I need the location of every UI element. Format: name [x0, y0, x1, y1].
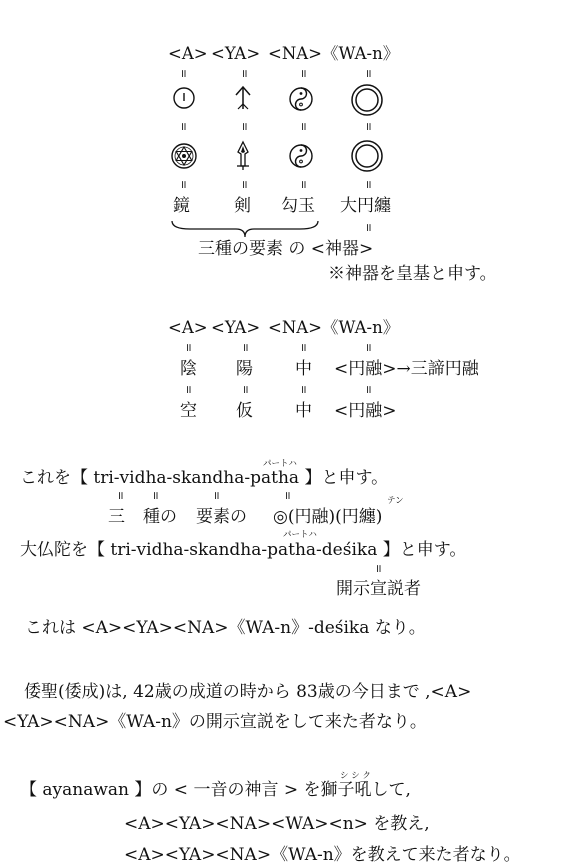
equals-mark: ॥ [300, 67, 307, 80]
ruby-ten: テン [387, 496, 404, 506]
equals-mark: ॥ [365, 67, 372, 80]
block1-header-na: <NA> [268, 44, 323, 63]
block3-line5: これは <A><YA><NA>《WA-n》-deśika なり。 [25, 618, 426, 638]
curly-brace [170, 219, 320, 239]
block2-header-a: <A> [168, 318, 208, 337]
block5-line1: 【 ayanawan 】の < 一音の神言 > を獅子吼して, [20, 780, 411, 800]
equals-mark: ॥ [365, 383, 372, 396]
block3-shu: 種の [143, 507, 177, 527]
block3-line3: 大仏陀を【 tri-vidha-skandha-patha-deśika 】と申す。 [20, 540, 467, 560]
block4-line1: 倭聖(倭成)は, 42歳の成道の時から 83歳の今日まで ,<A> [24, 682, 472, 702]
equals-mark: ॥ [300, 178, 307, 191]
label-enyu: <円融> [334, 401, 397, 421]
label-provisional: 仮 [236, 401, 253, 421]
hexagram-mandala-icon [170, 142, 198, 170]
label-jewel: 勾玉 [281, 196, 315, 216]
equals-mark: ॥ [300, 120, 307, 133]
block3-san: 三 [108, 507, 125, 527]
equals-mark: ॥ [284, 489, 291, 502]
block2-header-ya: <YA> [211, 318, 261, 337]
equals-mark: ॥ [180, 178, 187, 191]
equals-mark: ॥ [185, 383, 192, 396]
label-sword: 剣 [234, 196, 251, 216]
block5-line2: <A><YA><NA><WA><n> を教え, [124, 814, 430, 834]
label-great-circle: 大円纏 [340, 196, 391, 216]
label-emptiness: 空 [180, 401, 197, 421]
equals-mark: ॥ [241, 178, 248, 191]
yin-yang-icon [288, 143, 314, 169]
equals-mark: ॥ [365, 178, 372, 191]
label-mirror: 鏡 [173, 196, 190, 216]
equals-mark: ॥ [185, 341, 192, 354]
block1-caption: 三種の要素 の <神器> [198, 239, 374, 259]
equals-mark: ॥ [365, 341, 372, 354]
equals-mark: ॥ [180, 67, 187, 80]
equals-mark: ॥ [241, 67, 248, 80]
yin-yang-icon [288, 86, 314, 112]
block1-header-a: <A> [168, 44, 208, 63]
label-yin: 陰 [180, 359, 197, 379]
block2-header-na: <NA> [268, 318, 323, 337]
block1-header-ya: <YA> [211, 44, 261, 63]
equals-mark: ॥ [241, 120, 248, 133]
label-enyu-sandai: <円融>→三諦円融 [334, 359, 479, 379]
double-circle-icon [350, 83, 384, 117]
double-circle-icon [350, 139, 384, 173]
block3-line4: 開示宣説者 [336, 579, 421, 599]
block3-yoso: 要素の [196, 507, 247, 527]
ruby-shishiku: シ シ ク [340, 771, 371, 781]
block3-enyu-paren: ◎(円融)(円纏) [273, 507, 383, 527]
block3-line1: これを【 tri-vidha-skandha-patha 】と申す。 [20, 468, 389, 488]
block2-header-wan: 《WA-n》 [322, 318, 400, 337]
equals-mark: ॥ [152, 489, 159, 502]
label-middle: 中 [295, 359, 312, 379]
arrow-up-icon [232, 84, 254, 112]
equals-mark: ॥ [213, 489, 220, 502]
equals-mark: ॥ [300, 341, 307, 354]
equals-mark: ॥ [117, 489, 124, 502]
equals-mark: ॥ [365, 221, 372, 234]
block5-line3: <A><YA><NA>《WA-n》を教えて来た者なり。 [124, 845, 521, 865]
equals-mark: ॥ [242, 341, 249, 354]
ruby-patha-2: パートハ [283, 530, 317, 540]
circle-dot-icon [172, 86, 196, 110]
block1-header-wan: 《WA-n》 [322, 44, 400, 63]
block4-line2: <YA><NA>《WA-n》の開示宣説をして来た者なり。 [3, 712, 427, 732]
equals-mark: ॥ [375, 562, 382, 575]
ruby-patha-1: パートハ [263, 459, 297, 469]
equals-mark: ॥ [180, 120, 187, 133]
equals-mark: ॥ [300, 383, 307, 396]
block1-note: ※神器を皇基と申す。 [328, 264, 497, 284]
label-middle-2: 中 [295, 401, 312, 421]
label-yang: 陽 [236, 359, 253, 379]
sword-icon [232, 140, 254, 172]
equals-mark: ॥ [242, 383, 249, 396]
equals-mark: ॥ [365, 120, 372, 133]
